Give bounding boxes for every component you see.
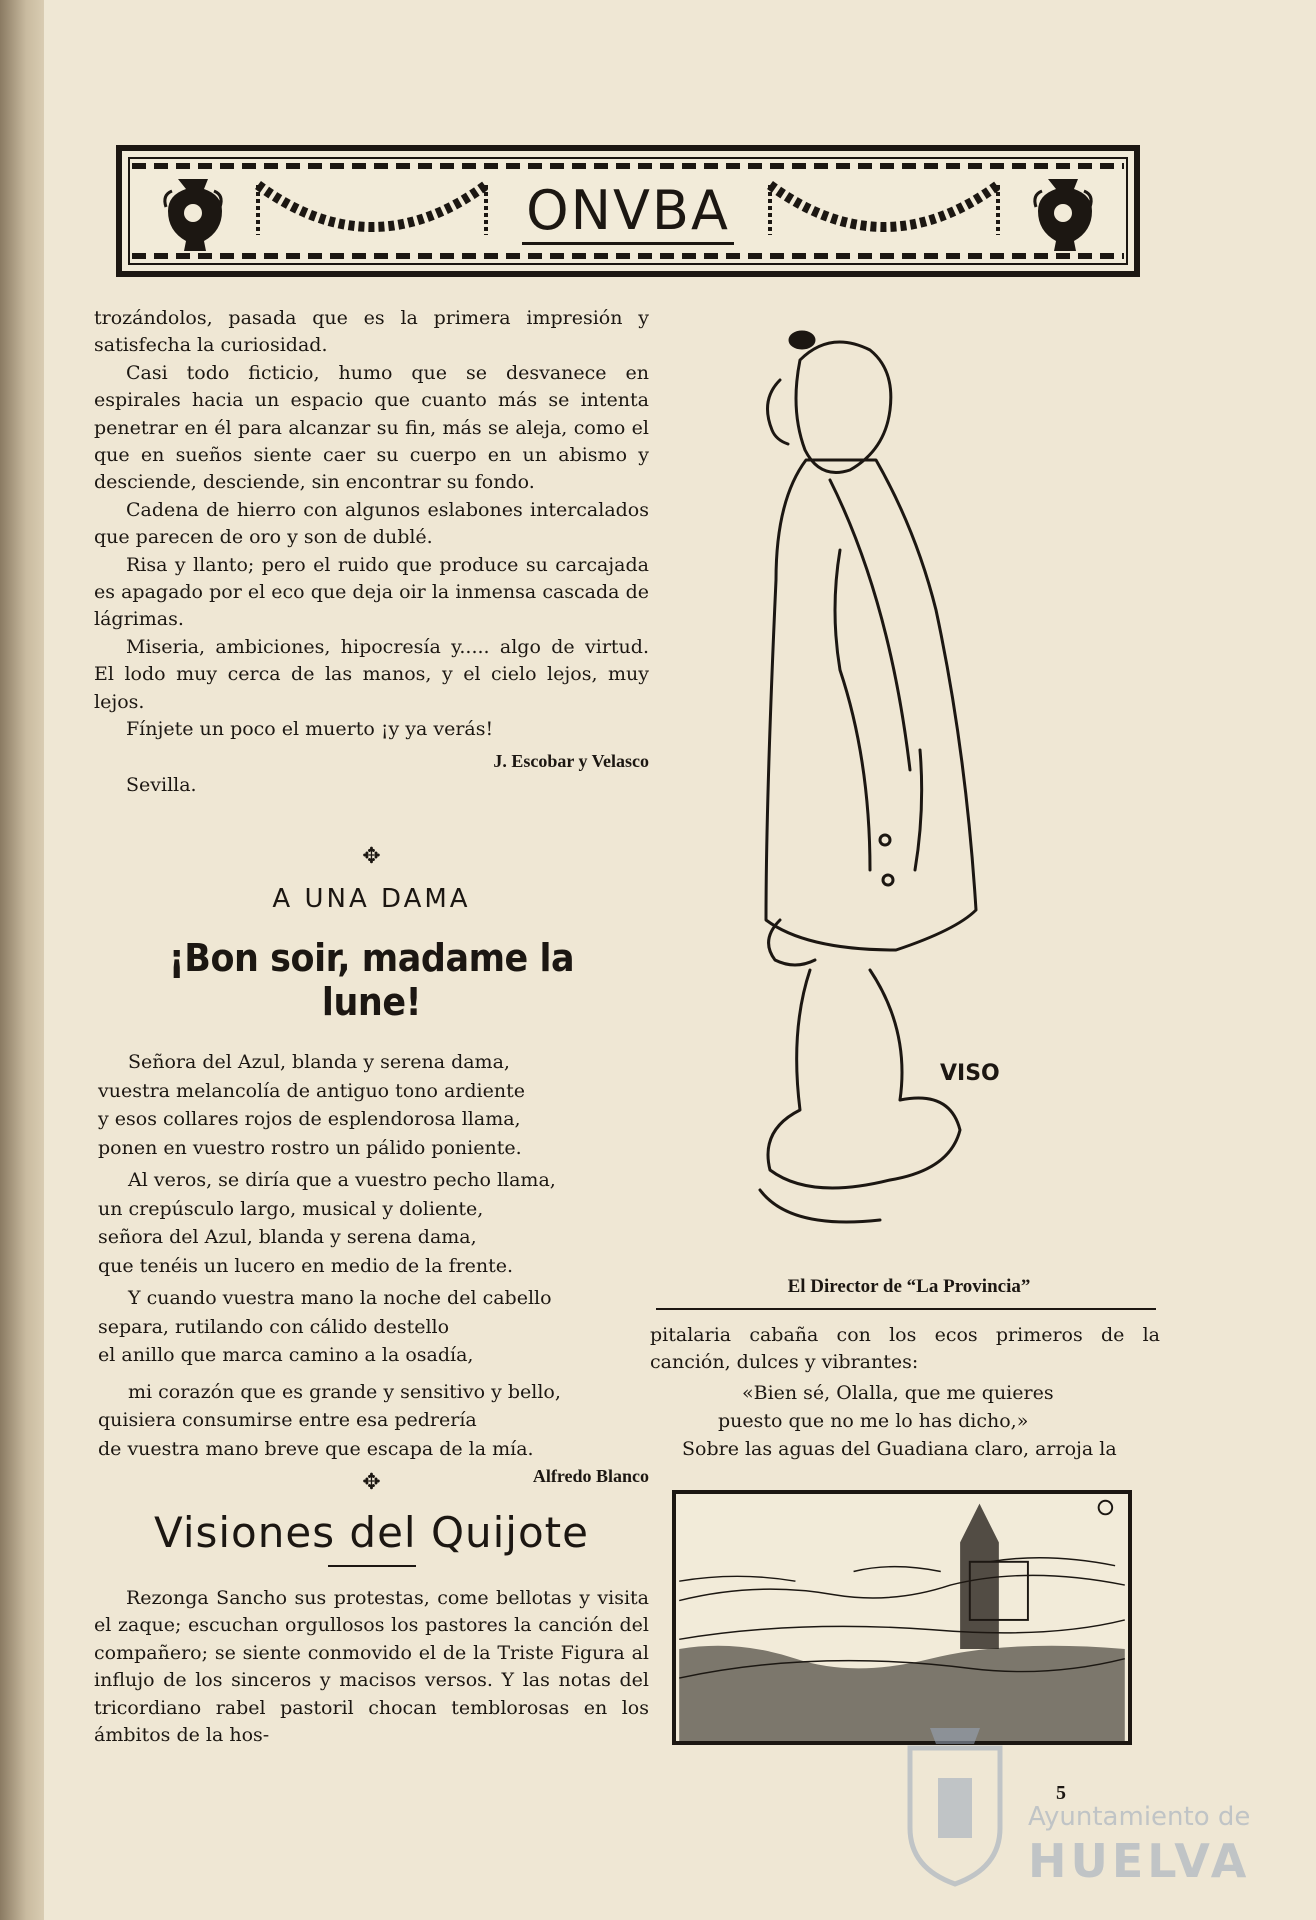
city-crest-icon: [900, 1718, 1010, 1888]
watermark-line2: HUELVA: [1028, 1834, 1251, 1888]
poem-line: que tenéis un lucero en medio de la frente.: [98, 1254, 514, 1277]
quijote-quote: [650, 1379, 1160, 1436]
landscape-engraving: [672, 1490, 1132, 1745]
quijote-continuation-text: pitalaria cabaña con los ecos primeros de la canción, dulces y vibrantes:: [650, 1324, 1160, 1374]
poem-line: de vuestra mano breve que escapa de la mía.: [98, 1437, 534, 1460]
magazine-page: [44, 0, 1316, 1920]
masthead-dash-top: [132, 163, 1124, 169]
caption-rule: [656, 1308, 1156, 1310]
poem-line: Y cuando vuestra mano la noche del cabello: [128, 1287, 552, 1309]
masthead-dash-bottom: [132, 253, 1124, 259]
poem-section: [94, 884, 649, 1489]
caricature-illustration: [720, 320, 1100, 1270]
binding-fold: [0, 0, 44, 1920]
quijote-continuation: [650, 1322, 1160, 1463]
poem-line: Al veros, se diría que a vuestro pecho llama,: [128, 1169, 556, 1191]
poem-author: Alfredo Blanco: [532, 1466, 649, 1486]
masthead-banner: [116, 145, 1140, 277]
article-author: J. Escobar y Velasco: [493, 750, 649, 771]
quote-line: puesto que no me lo has dicho,»: [718, 1410, 1029, 1433]
poem-title: ¡Bon soir, madame la lune!: [168, 936, 575, 1024]
poem-line: un crepúsculo largo, musical y doliente,: [98, 1197, 484, 1220]
quijote-paragraph: Rezonga Sancho sus protestas, come bellotas y visita el zaque; escuchan orgullosos los pastores la canción del compañero; se siente conmovido el de la Triste Figura al influjo de los sinceros y macisos versos. Y las notas del tricordiano rabel pastoril chocan temblorosas en los ámbitos de la hos-: [94, 1587, 649, 1747]
poem-line: separa, rutilando con cálido destello: [98, 1315, 450, 1338]
ornament-divider-icon: ✥: [362, 1470, 381, 1495]
article-paragraph: Casi todo ficticio, humo que se desvanece en espirales hacia un espacio que cuanto más se intenta penetrar en él para alcanzar su fin, más se aleja, como el que en sueños siente caer su cuerpo en un abismo y desciende, desciende, sin encontrar su fondo.: [94, 361, 649, 494]
quote-line: «Bien sé, Olalla, que me quieres: [742, 1381, 1054, 1404]
poem-body: [94, 1048, 649, 1463]
poem-line: señora del Azul, blanda y serena dama,: [98, 1226, 477, 1248]
garland-right-icon: [764, 179, 1004, 249]
article-paragraph: Risa y llanto; pero el ruido que produce su carcajada es apagado por el eco que deja oir la inmensa cascada de lágrimas.: [94, 553, 649, 631]
article-paragraph: Cadena de hierro con algunos eslabones intercalados que parecen de oro y son de dublé.: [94, 498, 649, 549]
quijote-after-text: Sobre las aguas del Guadiana claro, arroja la: [682, 1437, 1117, 1460]
poem-line: Señora del Azul, blanda y serena dama,: [128, 1051, 510, 1073]
ornament-divider-icon: ✥: [362, 844, 381, 869]
article-place: Sevilla.: [126, 773, 197, 796]
illustration-caption: El Director de “La Provincia”: [787, 1276, 1031, 1297]
caricature-signature: VISO: [940, 1061, 1000, 1086]
poem-line: y esos collares rojos de esplendorosa llama,: [98, 1108, 521, 1130]
watermark-line1: Ayuntamiento de: [1028, 1802, 1251, 1832]
page-number: 5: [1056, 1782, 1066, 1804]
poem-line: vuestra melancolía de antiguo tono ardiente: [98, 1079, 525, 1102]
article-paragraph: trozándolos, pasada que es la primera impresión y satisfecha la curiosidad.: [94, 307, 649, 357]
amphora-right-icon: [1028, 171, 1098, 261]
poem-line: el anillo que marca camino a la osadía,: [98, 1344, 474, 1366]
quijote-section: [94, 1508, 649, 1749]
poem-dedication: A UNA DAMA: [272, 884, 471, 914]
title-underline: [328, 1565, 416, 1567]
masthead-title: ONVBA: [122, 179, 1134, 242]
poem-line: mi corazón que es grande y sensitivo y bello,: [128, 1380, 561, 1403]
article-continuation: [94, 305, 649, 799]
poem-line: ponen en vuestro rostro un pálido poniente.: [98, 1136, 522, 1159]
article-paragraph: Fínjete un poco el muerto ¡y ya verás!: [126, 718, 494, 741]
quijote-title: Visiones del Quijote: [154, 1508, 589, 1557]
watermark: [900, 1718, 1296, 1888]
poem-line: quisiera consumirse entre esa pedrería: [98, 1409, 477, 1431]
article-paragraph: Miseria, ambiciones, hipocresía y..... algo de virtud. El lodo muy cerca de las manos, y el cielo lejos, muy lejos.: [94, 635, 649, 713]
